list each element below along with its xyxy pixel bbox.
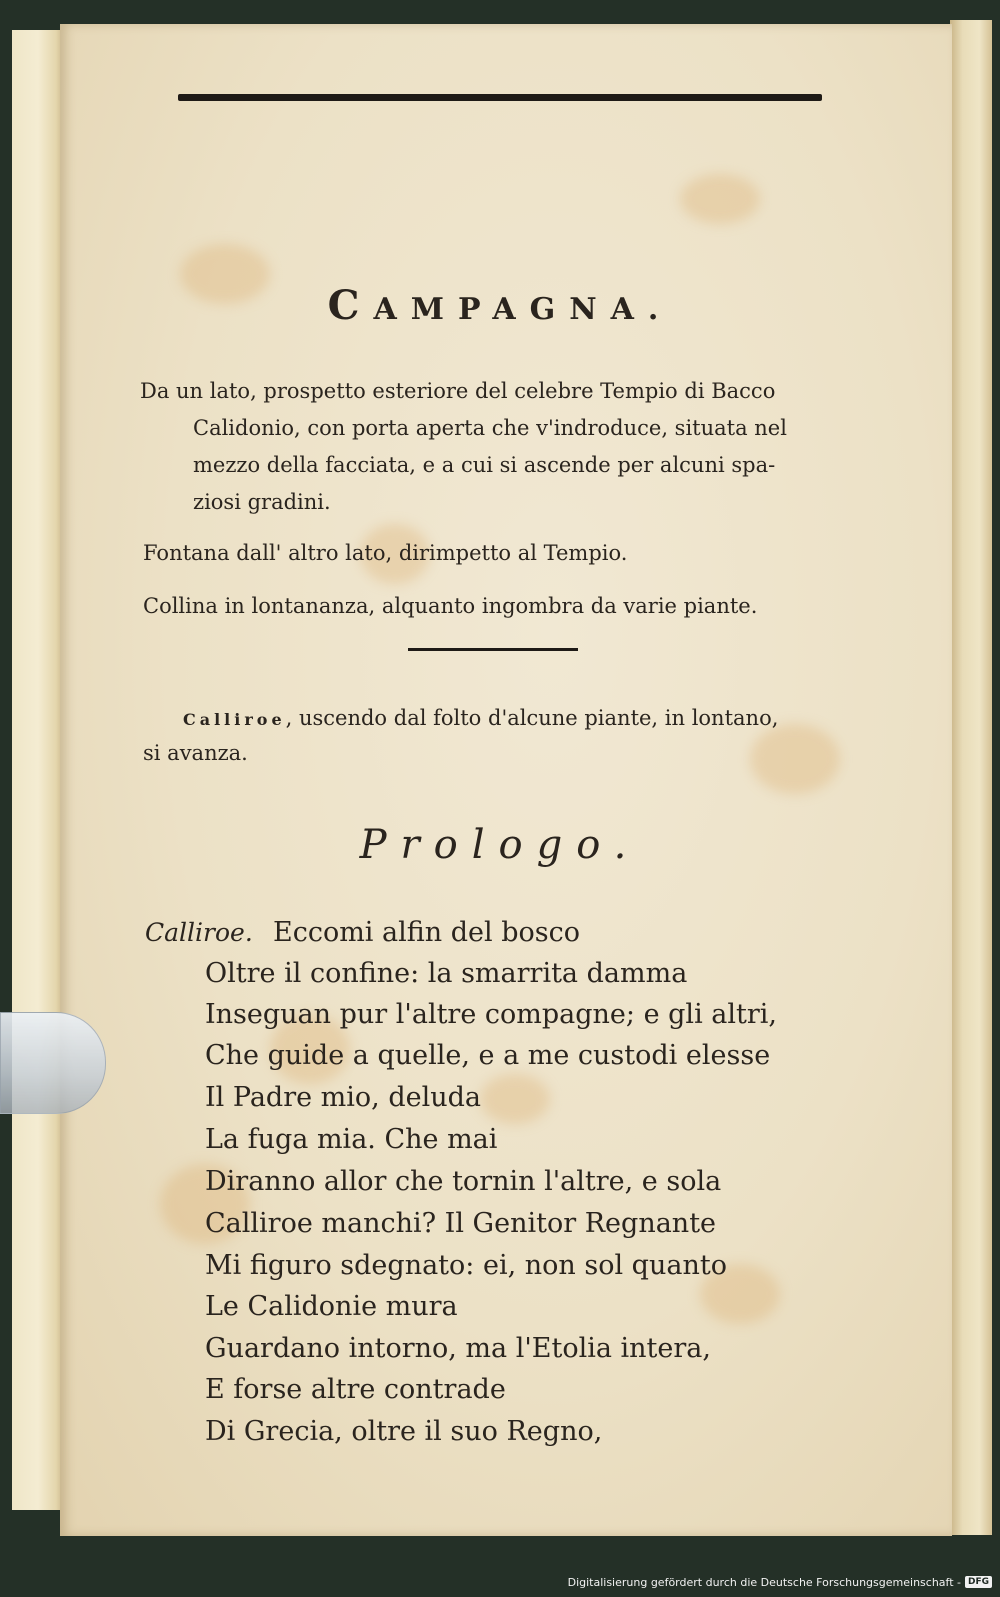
dfg-logo-icon: DFG [965,1576,992,1588]
verse-line: Guardano intorno, ma l'Etolia intera, [205,1333,711,1364]
entrance-direction: si avanza. [143,741,248,765]
verse-line: Che guide a quelle, e a me custodi elesse [205,1040,771,1071]
page-edges-right [950,20,992,1535]
top-rule [178,94,822,101]
verse-line: Eccomi alfin del bosco [273,917,580,948]
verse-line: Mi figuro sdegnato: ei, non sol quanto [205,1250,727,1281]
stage-direction-line: Calidonio, con porta aperta che v'indroduce, situata nel [193,416,787,440]
verse-line: Oltre il confine: la smarrita damma [205,958,688,989]
verse-line: E forse altre contrade [205,1374,506,1405]
stage-direction-line: Collina in lontananza, alquanto ingombra da varie piante. [143,594,758,618]
digitization-footer [568,1572,992,1592]
book-page [60,24,952,1536]
verse-line: Di Grecia, oltre il suo Regno, [205,1416,603,1447]
section-title: Prologo. [359,822,641,868]
scene-heading: CAMPAGNA. [327,282,673,329]
verse-line: Diranno allor che tornin l'altre, e sola [205,1166,722,1197]
verse-line: Calliroe manchi? Il Genitor Regnante [205,1208,717,1239]
speaker-name: Calliroe. [145,918,253,947]
page-edges-left [12,30,65,1510]
stage-direction-line: mezzo della facciata, e a cui si ascende per alcuni spa- [193,453,776,477]
foxing-stain [680,174,760,224]
stage-direction-line: Fontana dall' altro lato, dirimpetto al Tempio. [143,541,628,565]
verse-line: Inseguan pur l'altre compagne; e gli altri, [205,999,777,1030]
section-divider [408,648,578,651]
verse-line: Il Padre mio, deluda [205,1082,482,1113]
page-clip [0,1012,106,1114]
stage-direction-line: Da un lato, prospetto esteriore del celebre Tempio di Bacco [140,379,776,403]
entrance-direction: Calliroe, uscendo dal folto d'alcune piante, in lontano, [183,706,779,730]
verse-line: Le Calidonie mura [205,1291,458,1322]
footer-credit: Digitalisierung gefördert durch die Deutsche Forschungsgemeinschaft - [567,1575,961,1589]
verse-line: La fuga mia. Che mai [205,1124,498,1155]
foxing-stain [480,1074,550,1124]
stage-direction-line: ziosi gradini. [193,490,331,514]
